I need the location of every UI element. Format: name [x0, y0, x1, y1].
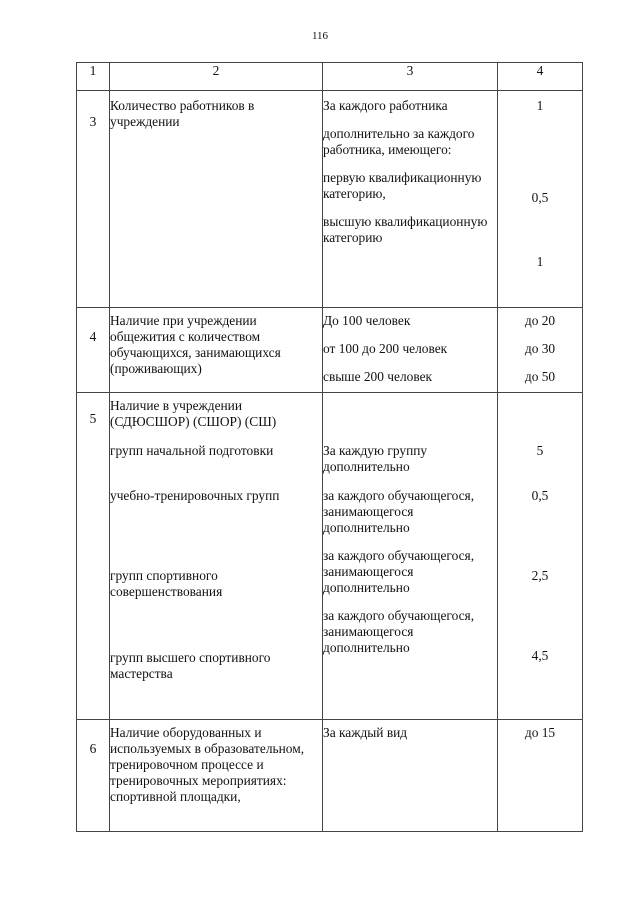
table-row — [77, 393, 583, 720]
coefficient-value: 5 — [536, 443, 544, 458]
condition-text: За каждый вид — [323, 725, 408, 740]
criterion-text: Наличие оборудованных и используемых в образовательном, тренировочном процессе и тренировочных мероприятиях: спортивной площадки, — [110, 725, 305, 804]
condition-text: за каждого обучающегося, занимающегося дополнительно — [323, 488, 475, 535]
column-header-4: 4 — [498, 63, 583, 91]
row-number: 3 — [89, 114, 97, 129]
coefficient-value: до 50 — [524, 369, 556, 384]
condition-text: дополнительно за каждого работника, имеющего: — [323, 126, 475, 157]
condition-text: До 100 человек — [323, 313, 411, 328]
subitem-label: групп высшего спортивного мастерства — [110, 650, 271, 681]
condition-text: за каждого обучающегося, занимающегося дополнительно — [323, 608, 475, 655]
column-header-3: 3 — [323, 63, 498, 91]
coefficient-value: до 30 — [524, 341, 556, 356]
condition-text: свыше 200 человек — [323, 369, 433, 384]
condition-text: За каждого работника — [323, 98, 448, 113]
row-number: 4 — [89, 329, 97, 344]
column-header-2: 2 — [110, 63, 323, 91]
condition-text: от 100 до 200 человек — [323, 341, 448, 356]
coefficient-value: до 20 — [524, 313, 556, 328]
condition-text: высшую квалификационную категорию — [323, 214, 488, 245]
table-row — [77, 91, 583, 308]
criterion-text: Наличие при учреждении общежития с количеством обучающихся, занимающихся (проживающих) — [110, 313, 281, 376]
condition-text: За каждую группу дополнительно — [323, 443, 428, 474]
page-number: 116 — [311, 30, 329, 42]
subitem-label: групп спортивного совершенствования — [110, 568, 223, 599]
coefficient-value: 0,5 — [531, 190, 549, 205]
criterion-text: Наличие в учреждении (СДЮСШОР) (СШОР) (СШ) — [110, 398, 277, 429]
column-header-1: 1 — [77, 63, 110, 91]
criterion-text: Количество работников в учреждении — [110, 98, 255, 129]
criteria-table — [76, 62, 583, 832]
table-row — [77, 720, 583, 832]
condition-text: за каждого обучающегося, занимающегося дополнительно — [323, 548, 475, 595]
coefficient-value: 1 — [536, 98, 544, 113]
coefficient-value: до 15 — [524, 725, 556, 740]
coefficient-value: 0,5 — [531, 488, 549, 503]
subitem-label: групп начальной подготовки — [110, 443, 274, 458]
table-header-row — [77, 63, 583, 91]
table-row — [77, 308, 583, 393]
coefficient-value: 4,5 — [531, 648, 549, 663]
coefficient-value: 1 — [536, 254, 544, 269]
subitem-label: учебно-тренировочных групп — [110, 488, 280, 503]
row-number: 5 — [89, 411, 97, 426]
condition-text: первую квалификационную категорию, — [323, 170, 482, 201]
coefficient-value: 2,5 — [531, 568, 549, 583]
row-number: 6 — [89, 741, 97, 756]
